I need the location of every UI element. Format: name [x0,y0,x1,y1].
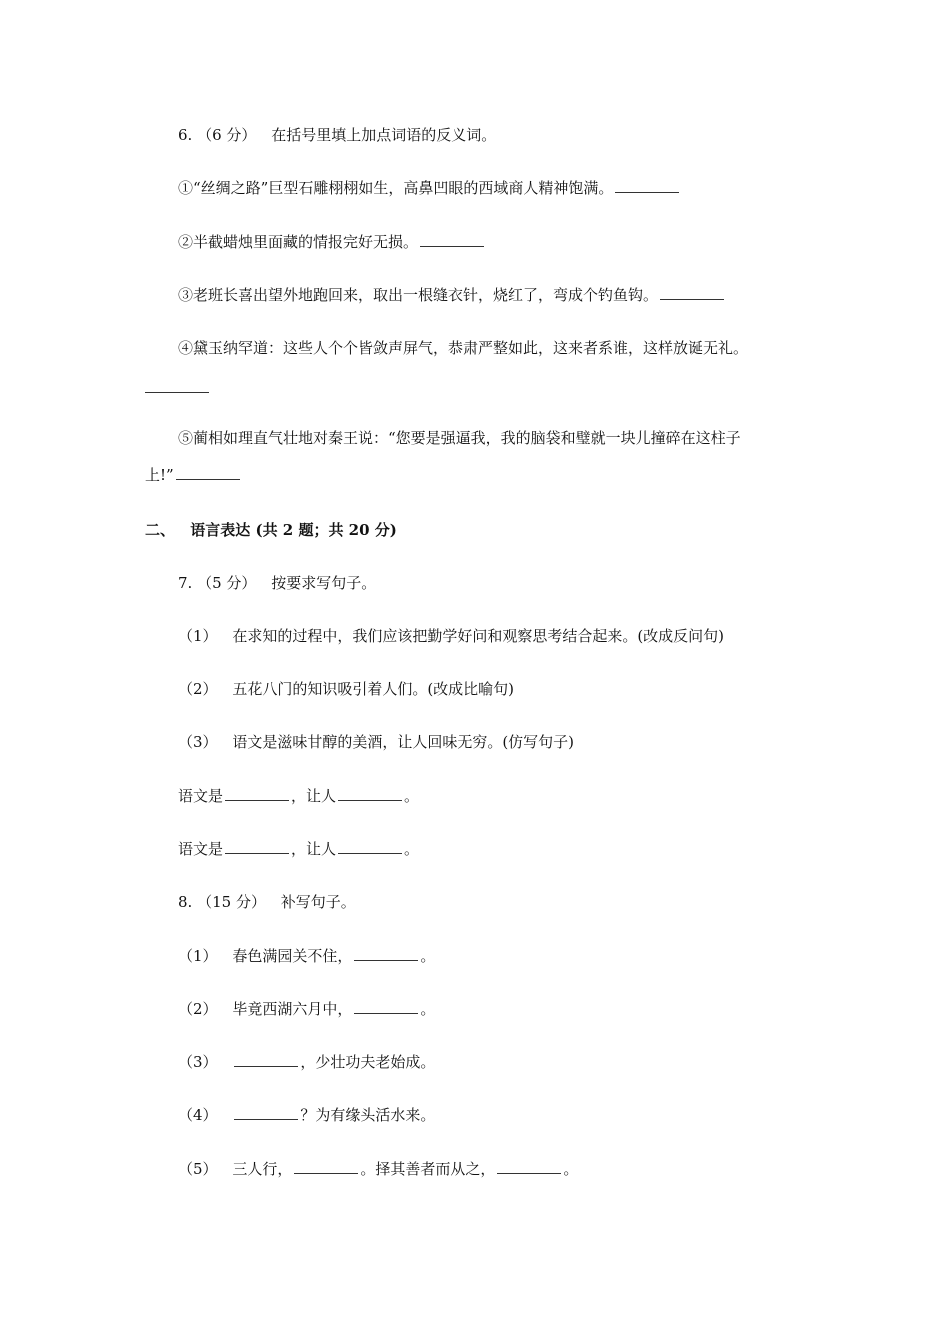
q6-prompt: 在括号里填上加点词语的反义词。 [271,126,497,144]
q6-item-4: ④黛玉纳罕道：这些人个个皆敛声屏气，恭肃严整如此，这来者系谁，这样放诞无礼。 [178,339,749,357]
q7-fill-line-1: 语文是 ，让人 。 [178,787,420,805]
q7-prompt: 按要求写句子。 [271,574,377,592]
section-heading [145,520,397,540]
answer-blank[interactable] [145,378,209,393]
q8-score: （15 分） [197,893,266,911]
q8-number: 8. [178,893,193,911]
section-number: 二、 [145,521,176,539]
q7-number: 7. [178,574,193,592]
q7-score: （5 分） [197,574,257,592]
answer-blank[interactable] [338,839,402,854]
q8-sub-3: （3） ，少壮功夫老始成。 [178,1053,436,1071]
answer-blank[interactable] [176,465,240,480]
answer-blank[interactable] [615,178,679,193]
q8-sub-2: （2） 毕竟西湖六月中， 。 [178,1000,436,1018]
q8-header [178,892,356,912]
q8-sub-1: （1） 春色满园关不住， 。 [178,947,436,965]
q8-prompt: 补写句子。 [280,893,356,911]
answer-blank[interactable] [497,1159,561,1174]
q8-sub-5: （5） 三人行， 。择其善者而从之， 。 [178,1160,579,1178]
q6-item-4-blank-line [145,378,211,398]
q6-number: 6. [178,126,193,144]
answer-blank[interactable] [225,839,289,854]
q6-item-5-cont: 上!” [145,465,242,485]
answer-blank[interactable] [294,1159,358,1174]
q7-sub-3: （3） 语文是滋味甘醇的美酒，让人回味无穷。(仿写句子) [178,733,575,751]
answer-blank[interactable] [225,786,289,801]
answer-blank[interactable] [660,285,724,300]
answer-blank[interactable] [338,786,402,801]
q6-header [178,125,496,145]
q6-item-5: ⑤蔺相如理直气壮地对秦王说：“您要是强逼我，我的脑袋和璧就一块儿撞碎在这柱子 [178,429,741,447]
q7-sub-2: （2） 五花八门的知识吸引着人们。(改成比喻句) [178,680,515,698]
answer-blank[interactable] [354,999,418,1014]
section-title: 语言表达 (共 2 题；共 20 分) [190,521,397,539]
answer-blank[interactable] [420,232,484,247]
q7-fill-line-2: 语文是 ，让人 。 [178,840,420,858]
answer-blank[interactable] [234,1052,298,1067]
q8-sub-4: （4） ？为有缘头活水来。 [178,1106,436,1124]
q7-header [178,573,376,593]
q6-item-2: ②半截蜡烛里面藏的情报完好无损。 [178,232,486,252]
q6-item-3: ③老班长喜出望外地跑回来，取出一根缝衣针，烧红了，弯成个钓鱼钩。 [178,285,726,305]
answer-blank[interactable] [234,1105,298,1120]
answer-blank[interactable] [354,946,418,961]
q6-score: （6 分） [197,126,257,144]
q7-sub-1: （1） 在求知的过程中，我们应该把勤学好问和观察思考结合起来。(改成反问句) [178,627,725,645]
q6-item-1: ①“丝绸之路”巨型石雕栩栩如生，高鼻凹眼的西域商人精神饱满。 [178,178,681,198]
